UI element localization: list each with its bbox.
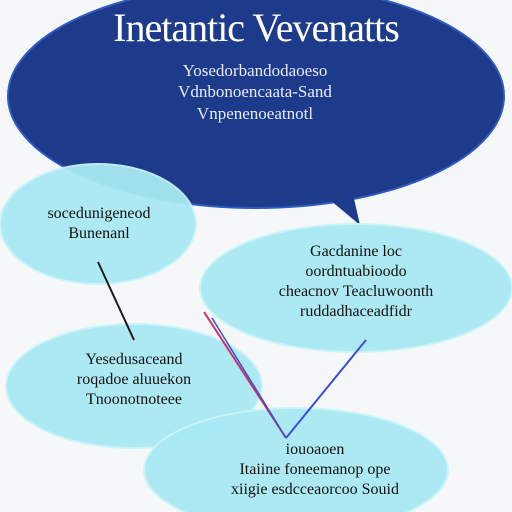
main-bubble-title: Inetantic Vevenatts — [113, 5, 399, 50]
main-bubble-line-2: Vdnbonoencaata-Sand — [178, 82, 332, 102]
bubble-left-top-line-2: Bunenanl — [68, 225, 130, 242]
bubble-right-line-3: cheacnov Teacluwoonth — [278, 283, 434, 300]
bubble-right-line-4: ruddadhaceadfidr — [300, 303, 412, 320]
bubble-left-bottom-line-1: Yesedusaceand — [85, 351, 183, 368]
bubble-left-bottom-line-3: Tnoonotnoteee — [86, 391, 182, 408]
bubble-bottom-line-1: iouoaoen — [285, 441, 345, 458]
bubble-right-line-2: oordntuabioodo — [305, 263, 407, 280]
bubble-bottom-line-2: Itaiine foneemanop ope — [239, 461, 391, 478]
bubble-right-line-1: Gacdanine loc — [310, 243, 402, 260]
main-bubble-line-3: Vnpenenoeatnotl — [196, 103, 314, 123]
bubble-left-top-text — [14, 204, 184, 244]
bubble-right-text — [236, 242, 476, 322]
main-bubble-text — [110, 60, 400, 124]
bubble-bottom-line-3: xiigie esdcceaorcoo Souid — [231, 481, 399, 498]
bubble-left-bottom-line-2: roqadoe aluuekon — [76, 371, 192, 388]
main-bubble-line-1: Yosedorbandodaoeso — [182, 61, 328, 80]
bubble-left-top-line-1: socedunigeneod — [47, 205, 151, 222]
bubble-left-bottom-text — [24, 350, 244, 410]
bubble-bottom-text — [190, 440, 440, 500]
